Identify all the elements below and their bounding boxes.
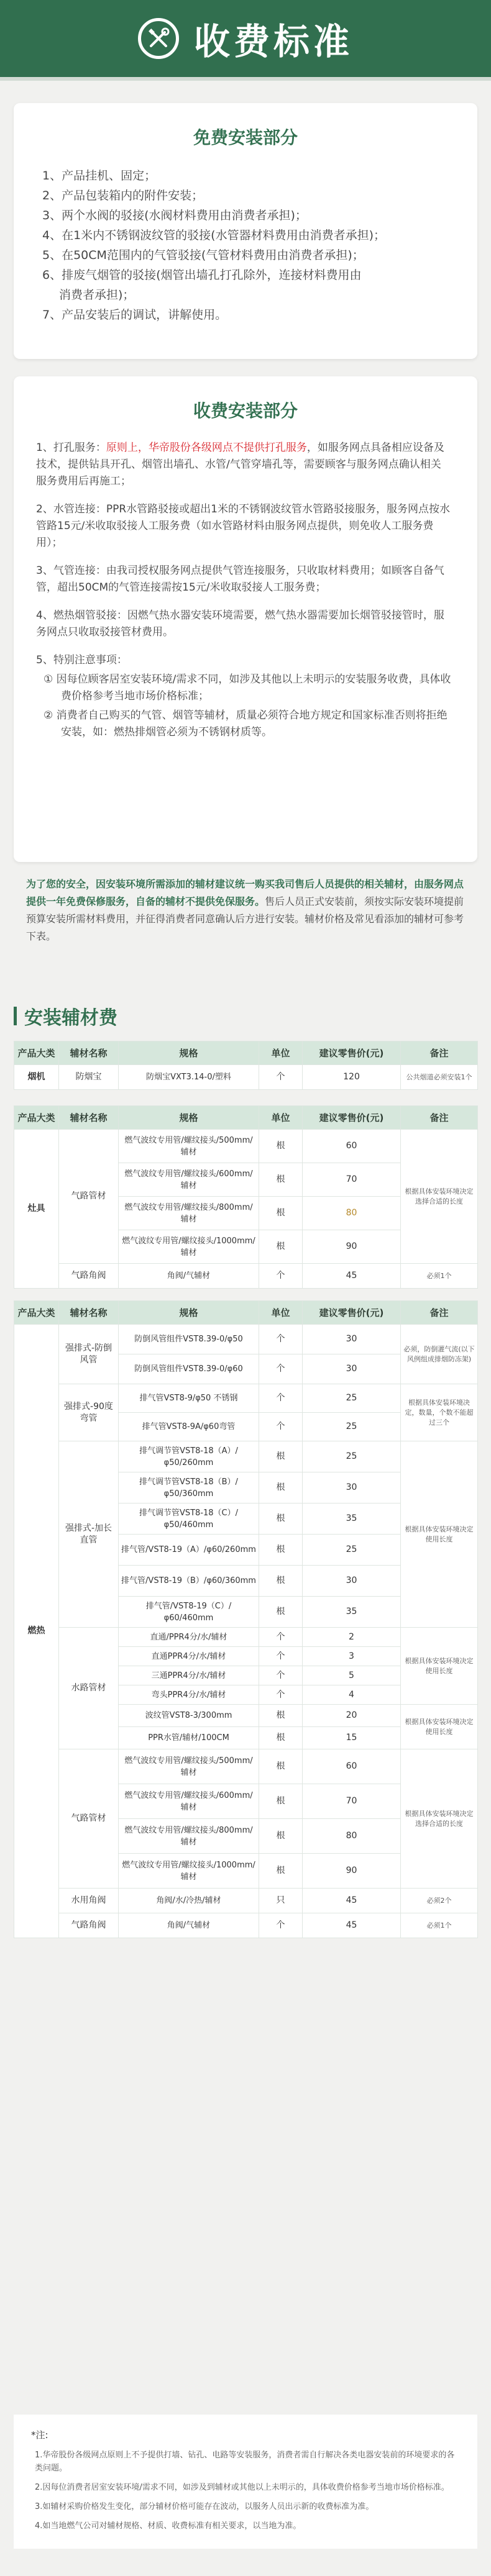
list-item: 3、气管连接：由我司授权服务网点提供气管连接服务，只收取材料费用；如顾客自备气管，超出50CM的气管连接需按15元/米收取驳接人工服务费；	[36, 565, 444, 594]
sub-item: ② 消费者自己购买的气管、烟管等辅材，质量必须符合地方规定和国家标准否则将拒绝安装，如：燃热排烟管必须为不锈钢材质等。	[44, 709, 447, 738]
free-install-list	[14, 166, 477, 324]
table-row: 排气管/VST8-19（B）/φ60/360mm 根 30	[14, 1566, 478, 1597]
list-item: 5、特别注意事项： ① 因每位顾客居室安装环境/需求不同，如涉及其他以上未明示的安装服务收费，具体收费价格参考当地市场价格标准； ② 消费者自己购买的气管、烟管等辅材，质量必须符合地方规定和国家标准否则将拒绝安装，如：燃热排烟管必须为不锈钢材质等。	[36, 652, 451, 741]
table-row: 水路管材 直通/PPR4分/水/辅材 个 2 根据具体安装环境决定使用长度	[14, 1628, 478, 1647]
table-row: 水用角阀 角阀/水/冷热/辅材 只 45 必须2个	[14, 1889, 478, 1913]
table-row: 燃气波纹专用管/螺纹接头/800mm/辅材 根 80	[14, 1819, 478, 1854]
page-title: 收费标准	[193, 20, 353, 63]
notice-rest: 售后人员正式安装前，须按实际安装环境提前预算安装所需材料费用，并征得消费者同意确认后方进行安装。辅材价格及常见看添加的辅材可参考下表。	[26, 896, 464, 942]
paid-install-title: 收费安装部分	[193, 401, 298, 421]
col-header: 产品大类	[14, 1301, 59, 1325]
col-header: 产品大类	[14, 1041, 59, 1065]
col-header: 建议零售价(元)	[303, 1106, 401, 1130]
table-row: 波纹管VST8-3/300mm 根 20 根据具体安装环境决定使用长度	[14, 1705, 478, 1727]
sub-item: ① 因每位顾客居室安装环境/需求不同，如涉及其他以上未明示的安装服务收费，具体收费价格参考当地市场价格标准；	[44, 673, 451, 702]
table-row: 燃气波纹专用管/螺纹接头/1000mm/辅材 根 90	[14, 1230, 478, 1264]
col-header: 规格	[119, 1041, 259, 1065]
col-header: 辅材名称	[59, 1041, 119, 1065]
footnote-item: 1.华帝股份各级网点原则上不予提供打墙、钻孔、电路等安装服务，消费者需自行解决各类电器安装前的环境要求的各类问题。	[35, 2451, 455, 2473]
col-header: 规格	[119, 1106, 259, 1130]
table-row: 排气调节管VST8-18（B）/φ50/360mm 根 30	[14, 1472, 478, 1503]
table-row: 排气管/VST8-19（C）/φ60/460mm 根 35	[14, 1597, 478, 1628]
table-row: 烟机 防烟宝 防烟宝VXT3.14-0/塑料 个 120 公共烟道必须安装1个	[14, 1065, 478, 1090]
list-item: 消费者承担)；	[59, 288, 135, 302]
col-header: 备注	[401, 1106, 478, 1130]
free-install-card	[14, 103, 477, 359]
list-item: 2、水管连接：PPR水管路驳接或超出1米的不锈钢波纹管水管路驳接服务，服务网点按水管路15元/米收取驳接人工服务费（如水管路材料由服务网点提供，则免收人工服务费用）；	[36, 503, 450, 549]
footnote-item: 4.如当地燃气公司对辅材规格、材质、收费标准有相关要求，以当地为准。	[35, 2521, 301, 2531]
page-header	[0, 0, 491, 81]
col-header: 建议零售价(元)	[303, 1041, 401, 1065]
paid-install-list	[14, 440, 477, 741]
table-row: 防倒风管组件VST8.39-0/φ60 个 30	[14, 1354, 478, 1384]
list-item: 1、打孔服务：原则上，华帝股份各级网点不提供打孔服务，如服务网点具备相应设备及技术，提供钻具开孔、烟管出墙孔、水管/气管穿墙孔等，需要顾客与服务网点确认相关服务费用后再施工；	[36, 442, 444, 488]
col-header: 辅材名称	[59, 1301, 119, 1325]
paid-install-card	[14, 376, 477, 862]
table-row: 三通PPR4分/水/辅材 个 5	[14, 1666, 478, 1685]
col-header: 单位	[259, 1041, 303, 1065]
col-header: 产品大类	[14, 1106, 59, 1130]
table-row: 燃气波纹专用管/螺纹接头/800mm/辅材 根 80	[14, 1197, 478, 1230]
wrench-screwdriver-icon	[138, 18, 179, 59]
footnote-item: 2.因每位消费者居室安装环境/需求不同，如涉及到辅材或其他以上未明示的，具体收费价格参考当地市场价格标准。	[35, 2483, 449, 2492]
notice-text	[26, 876, 466, 945]
table-row: 燃气波纹专用管/螺纹接头/600mm/辅材 根 70	[14, 1163, 478, 1197]
table-row: 弯头PPR4分/水/辅材 个 4	[14, 1685, 478, 1705]
list-item: 7、产品安装后的调试，讲解使用。	[42, 308, 227, 322]
accent-bar	[14, 1007, 17, 1025]
table-row: 排气调节管VST8-18（C）/φ50/460mm 根 35	[14, 1503, 478, 1535]
table-row: 气路角阀 角阀/气辅材 个 45 必须1个	[14, 1264, 478, 1289]
table-row: 灶具 气路管材 燃气波纹专用管/螺纹接头/500mm/辅材 根 60 根据具体安装环境决定选择合适的长度	[14, 1130, 478, 1163]
table-row: 直通PPR4分/水/辅材 个 3	[14, 1647, 478, 1666]
col-header: 单位	[259, 1106, 303, 1130]
table-row: 强排式-加长直管 排气调节管VST8-18（A）/φ50/260mm 根 25 根据具体安装环境决定使用长度	[14, 1441, 478, 1472]
col-header: 备注	[401, 1041, 478, 1065]
table-range-hood	[14, 1041, 478, 1090]
free-install-title: 免费安装部分	[193, 127, 298, 148]
table-row: 燃气波纹专用管/螺纹接头/1000mm/辅材 根 90	[14, 1854, 478, 1889]
col-header: 单位	[259, 1301, 303, 1325]
table-water-heater	[14, 1300, 478, 1938]
list-item: 4、在1米内不锈钢波纹管的驳接(水管器材料费用由消费者承担)；	[42, 229, 386, 242]
list-item: 3、两个水阀的驳接(水阀材料费用由消费者承担)；	[42, 209, 307, 222]
col-header: 备注	[401, 1301, 478, 1325]
footnote-item: 3.如辅材采购价格发生变化，部分辅材价格可能存在波动，以服务人员出示新的收费标准为准。	[35, 2502, 374, 2511]
section-heading	[14, 1002, 117, 1030]
list-item: 4、燃热烟管驳接：因燃气热水器安装环境需要，燃气热水器需要加长烟管驳接管时，服务网点只收取驳接管材费用。	[36, 609, 444, 638]
table-row: 强排式-90度弯管 排气管VST8-9/φ50 不锈钢 个 25 根据具体安装环境决定，数量，个数不能超过三个	[14, 1384, 478, 1413]
list-item: 1、产品挂机、固定；	[42, 169, 157, 183]
table-row: 燃热 强排式-防倒风管 防倒风管组件VST8.39-0/φ50 个 30 必须，防倒灌气流(以下风例组成排烟防冻架)	[14, 1325, 478, 1354]
footnote-card	[14, 2415, 477, 2549]
table-row: 气路管材 燃气波纹专用管/螺纹接头/500mm/辅材 根 60 根据具体安装环境决定选择合适的长度	[14, 1749, 478, 1784]
col-header: 建议零售价(元)	[303, 1301, 401, 1325]
section-title: 安装辅材费	[24, 1007, 117, 1029]
col-header: 辅材名称	[59, 1106, 119, 1130]
table-stove	[14, 1105, 478, 1289]
table-row: PPR水管/辅材/100CM 根 15	[14, 1727, 478, 1749]
list-item: 2、产品包装箱内的附件安装；	[42, 189, 204, 202]
footnote-title: *注:	[31, 2429, 48, 2441]
red-highlight: 原则上，华帝股份各级网点不提供打孔服务	[106, 442, 307, 454]
table-row: 气路角阀 角阀/气辅材 个 45 必须1个	[14, 1913, 478, 1938]
list-item: 5、在50CM范围内的气管驳接(气管材料费用由消费者承担)；	[42, 248, 364, 262]
table-row: 排气管VST8-9A/φ60弯管 个 25	[14, 1413, 478, 1441]
table-row: 燃气波纹专用管/螺纹接头/600mm/辅材 根 70	[14, 1784, 478, 1819]
notice-green: 为了您的安全，因安装环境所需添加的辅材建议统一购买我司售后人员提供的相关辅材，由服务网点提供一年免费保修服务，自备的辅材不提供免保服务。	[26, 878, 464, 907]
list-item: 6、排废气烟管的驳接(烟管出墙孔打孔除外，连接材料费用由	[42, 268, 362, 282]
table-row: 排气管/VST8-19（A）/φ60/260mm 根 25	[14, 1535, 478, 1566]
col-header: 规格	[119, 1301, 259, 1325]
